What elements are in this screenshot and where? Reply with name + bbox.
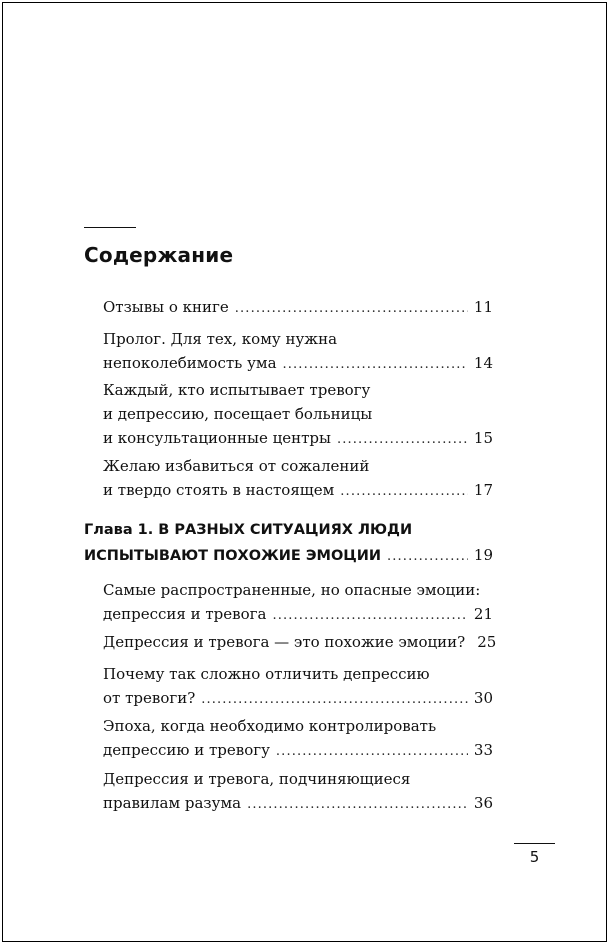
- toc-entry: [103, 662, 493, 712]
- toc-entry-text: непоколебимость ума: [103, 354, 277, 372]
- toc-entry: [103, 630, 497, 656]
- toc-page-number: 33: [473, 741, 493, 759]
- page-number: 5: [529, 848, 540, 866]
- toc-chapter-entry: [84, 518, 493, 569]
- footer-rule: [514, 843, 555, 844]
- toc-entry-text: Депрессия и тревога — это похожие эмоции?: [103, 633, 466, 651]
- toc-entry-text: от тревоги?: [103, 689, 196, 707]
- toc-entry: [103, 454, 493, 504]
- toc-page-number: 30: [473, 689, 493, 707]
- toc-page-number: 11: [473, 298, 493, 316]
- toc-entry-text: Эпоха, когда необходимо контролировать: [103, 717, 437, 735]
- page: [2, 2, 607, 942]
- toc-entry: [103, 295, 493, 321]
- leader-dots: [276, 740, 468, 764]
- toc-chapter-text: Глава 1. В РАЗНЫХ СИТУАЦИЯХ ЛЮДИ: [84, 522, 413, 538]
- leader-dots: [272, 604, 467, 628]
- toc-entry: [103, 327, 493, 377]
- leader-dots: [283, 353, 468, 377]
- leader-dots: [201, 688, 468, 712]
- toc-entry-text: и консультационные центры: [103, 429, 331, 447]
- toc-entry-text: Депрессия и тревога, подчиняющиеся: [103, 770, 411, 788]
- toc-entry-text: и твердо стоять в настоящем: [103, 481, 335, 499]
- toc-entry: [103, 767, 493, 817]
- toc-page-number: 25: [477, 633, 497, 651]
- toc-page-number: 21: [473, 605, 493, 623]
- leader-dots: [387, 544, 468, 569]
- toc-page-number: 36: [473, 794, 493, 812]
- toc-page-number: 15: [473, 429, 493, 447]
- toc-entry-text: депрессия и тревога: [103, 605, 267, 623]
- toc-page-number: 14: [473, 354, 493, 372]
- toc-entry-text: и депрессию, посещает больницы: [103, 405, 373, 423]
- toc-title: Содержание: [84, 243, 234, 267]
- toc-entry-text: Пролог. Для тех, кому нужна: [103, 330, 338, 348]
- toc-entry: [103, 578, 493, 628]
- toc-entry-text: депрессию и тревогу: [103, 741, 270, 759]
- toc-chapter-text: ИСПЫТЫВАЮТ ПОХОЖИЕ ЭМОЦИИ: [84, 548, 382, 564]
- toc-entry-text: Желаю избавиться от сожалений: [103, 457, 370, 475]
- leader-dots: [337, 428, 468, 452]
- toc-page-number: 17: [473, 481, 493, 499]
- toc-entry-text: правилам разума: [103, 794, 242, 812]
- toc-entry: [103, 714, 493, 764]
- toc-page-number: 19: [473, 546, 493, 564]
- leader-dots: [235, 297, 468, 321]
- leader-dots: [247, 793, 468, 817]
- top-rule: [84, 227, 136, 228]
- toc-entry: [103, 378, 493, 452]
- toc-entry-text: Отзывы о книге: [103, 298, 229, 316]
- toc-entry-text: Самые распространенные, но опасные эмоции:: [103, 581, 481, 599]
- leader-dots: [340, 480, 468, 504]
- toc-entry-text: Каждый, кто испытывает тревогу: [103, 381, 371, 399]
- toc-entry-text: Почему так сложно отличить депрессию: [103, 665, 430, 683]
